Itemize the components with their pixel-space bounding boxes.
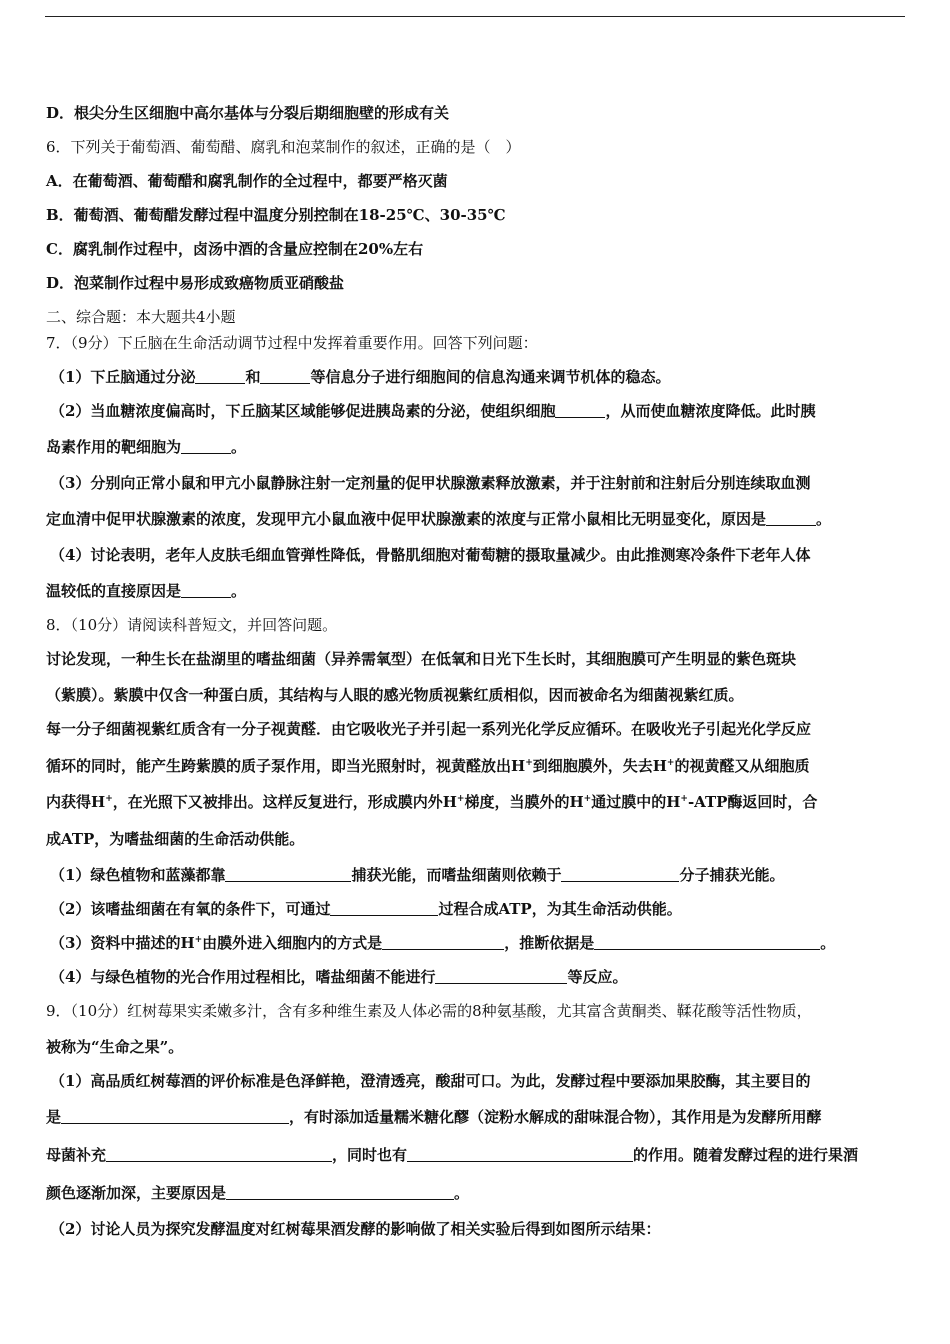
- passage-line-4: 循环的同时，能产生跨紫膜的质子泵作用，即当光照射时，视黄醛放出H+到细胞膜外，失去H+的视黄醛又从细胞质: [46, 757, 810, 775]
- question-8-part-2: （2）该嗜盐细菌在有氧的条件下，可通过 过程合成ATP，为其生命活动供能。: [50, 900, 682, 918]
- answer-blank[interactable]: [61, 1109, 289, 1124]
- question-7-part-4-cont: 温较低的直接原因是 。: [46, 582, 247, 600]
- header-rule: [45, 16, 905, 17]
- section-heading: 二、综合题：本大题共4小题: [46, 308, 236, 326]
- answer-blank[interactable]: [561, 867, 679, 882]
- question-6-stem: 6．下列关于葡萄酒、葡萄醋、腐乳和泡菜制作的叙述，正确的是（ ）: [46, 138, 521, 156]
- answer-blank[interactable]: [226, 1185, 454, 1200]
- question-7-part-4: （4）讨论表明，老年人皮肤毛细血管弹性降低，骨骼肌细胞对葡萄糖的摄取量减少。由此推测寒冷条件下老年人体: [50, 546, 811, 564]
- question-8-part-3: （3）资料中描述的H+由膜外进入细胞内的方式是 ，推断依据是 。: [50, 934, 836, 952]
- question-9-part-1-line-4: 颜色逐渐加深，主要原因是 。: [46, 1184, 470, 1202]
- question-7-stem: 7．（9分）下丘脑在生命活动调节过程中发挥着重要作用。回答下列问题：: [46, 334, 538, 352]
- passage-line-3: 每一分子细菌视紫红质含有一分子视黄醛．由它吸收光子并引起一系列光化学反应循环。在吸收光子引起光化学反应: [46, 720, 812, 738]
- question-7-part-3: （3）分别向正常小鼠和甲亢小鼠静脉注射一定剂量的促甲状腺激素释放激素，并于注射前和注射后分别连续取血测: [50, 474, 811, 492]
- passage-line-1: 讨论发现，一种生长在盐湖里的嗜盐细菌（异养需氧型）在低氧和日光下生长时，其细胞膜可产生明显的紫色斑块: [46, 650, 797, 668]
- option-6b: B．葡萄酒、葡萄醋发酵过程中温度分别控制在18-25℃、30-35℃: [46, 206, 506, 224]
- passage-line-5: 内获得H+，在光照下又被排出。这样反复进行，形成膜内外H+梯度，当膜外的H+通过膜中的H+-ATP酶返回时，合: [46, 793, 818, 811]
- answer-blank[interactable]: [181, 439, 231, 454]
- question-9-part-1-line-2: 是 ，有时添加适量糯米糖化醪（淀粉水解成的甜味混合物），其作用是为发酵所用酵: [46, 1108, 822, 1126]
- answer-blank[interactable]: [382, 935, 504, 950]
- question-7-part-2: （2）当血糖浓度偏高时，下丘脑某区域能够促进胰岛素的分泌，使组织细胞 ，从而使血糖浓度降低。此时胰: [50, 402, 816, 420]
- option-6a: A．在葡萄酒、葡萄醋和腐乳制作的全过程中，都要严格灭菌: [46, 172, 448, 190]
- question-8-part-4: （4）与绿色植物的光合作用过程相比，嗜盐细菌不能进行 等反应。: [50, 968, 628, 986]
- question-9-part-1-line-3: 母菌补充 ，同时也有 的作用。随着发酵过程的进行果酒: [46, 1146, 859, 1164]
- question-9-stem-cont: 被称为“生命之果”。: [46, 1038, 184, 1056]
- passage-line-2: （紫膜）。紫膜中仅含一种蛋白质，其结构与人眼的感光物质视紫红质相似，因而被命名为细菌视紫红质。: [46, 686, 744, 704]
- answer-blank[interactable]: [225, 867, 351, 882]
- question-7-part-1: （1）下丘脑通过分泌 和 等信息分子进行细胞间的信息沟通来调节机体的稳态。: [50, 368, 671, 386]
- option-5d: D．根尖分生区细胞中高尔基体与分裂后期细胞壁的形成有关: [46, 104, 450, 122]
- answer-blank[interactable]: [181, 583, 231, 598]
- passage-line-6: 成ATP，为嗜盐细菌的生命活动供能。: [46, 830, 305, 848]
- question-9-part-2: （2）讨论人员为探究发酵温度对红树莓果酒发酵的影响做了相关实验后得到如图所示结果：: [50, 1220, 661, 1238]
- question-7-part-2-cont: 岛素作用的靶细胞为 。: [46, 438, 247, 456]
- question-8-part-1: （1）绿色植物和蓝藻都靠 捕获光能，而嗜盐细菌则依赖于 分子捕获光能。: [50, 866, 785, 884]
- answer-blank[interactable]: [594, 935, 820, 950]
- answer-blank[interactable]: [195, 369, 245, 384]
- option-6d: D．泡菜制作过程中易形成致癌物质亚硝酸盐: [46, 274, 345, 292]
- option-6c: C．腐乳制作过程中，卤汤中酒的含量应控制在20%左右: [46, 240, 424, 258]
- answer-blank[interactable]: [766, 511, 816, 526]
- answer-blank[interactable]: [407, 1147, 633, 1162]
- question-9-part-1: （1）高品质红树莓酒的评价标准是色泽鲜艳，澄清透亮，酸甜可口。为此，发酵过程中要添加果胶酶，其主要目的: [50, 1072, 811, 1090]
- answer-blank[interactable]: [106, 1147, 332, 1162]
- answer-blank[interactable]: [435, 969, 567, 984]
- answer-blank[interactable]: [260, 369, 310, 384]
- question-7-part-3-cont: 定血清中促甲状腺激素的浓度，发现甲亢小鼠血液中促甲状腺激素的浓度与正常小鼠相比无明显变化，原因是 。: [46, 510, 832, 528]
- answer-blank[interactable]: [330, 901, 438, 916]
- question-8-stem: 8．（10分）请阅读科普短文，并回答问题。: [46, 616, 338, 634]
- question-9-stem: 9．（10分）红树莓果实柔嫩多汁，含有多种维生素及人体必需的8种氨基酸，尤其富含黄酮类、鞣花酸等活性物质，: [46, 1002, 812, 1020]
- answer-blank[interactable]: [555, 403, 605, 418]
